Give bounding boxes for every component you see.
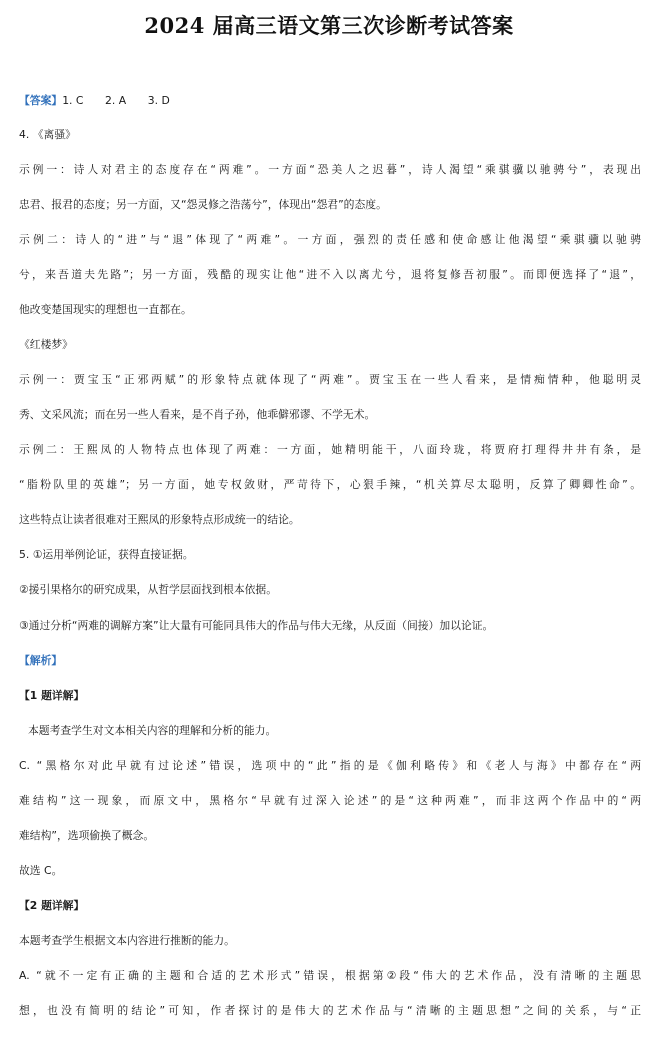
q1-option-c-line2: 难结构”这一现象，而原文中，黑格尔“早就有过深入论述”的是“这种两难”，而非这两个作品中的“两: [19, 794, 641, 807]
hlm-example2-line2: “脂粉队里的英雄”；另一方面，她专权敛财，严苛待下，心狠手辣，“机关算尽太聪明，反算了卿卿性命”。: [19, 478, 641, 491]
answer-items: 1. C 2. A 3. D: [62, 94, 170, 107]
q4-heading: 4. 《离骚》: [19, 128, 76, 141]
lisao-example2-line1: 示例二：诗人的“进”与“退”体现了“两难”。一方面，强烈的责任感和使命感让他渴望“乘骐骥以驰骋: [19, 233, 641, 246]
hlm-example2-line1: 示例二：王熙凤的人物特点也体现了两难：一方面，她精明能干，八面玲珑，将贾府打理得井井有条，是: [19, 443, 641, 456]
q1-heading: 【1 题详解】: [19, 689, 85, 702]
analysis-heading: [19, 654, 641, 668]
lisao-example1-line1: 示例一：诗人对君主的态度存在“两难”。一方面“恐美人之迟暮”，诗人渴望“乘骐骥以驰骋兮”，表现出: [19, 163, 641, 176]
hlm-example2-line3: 这些特点让读者很难对王熙凤的形象特点形成统一的结论。: [19, 513, 300, 526]
lisao-example2-line2: 兮，来吾道夫先路”；另一方面，残酷的现实让他“进不入以离尤兮，退将复修吾初服”。而即便选择了“退”，: [19, 268, 641, 281]
answer-tag: 【答案】: [19, 94, 63, 107]
q1-option-c-line3: 难结构”，选项偷换了概念。: [19, 829, 155, 842]
hlm-example1-line2: 秀、文采风流；而在另一些人看来，是不肖子孙，他乖僻邪谬、不学无术。: [19, 408, 376, 421]
document-title: 2024 届高三语文第三次诊断考试答案: [144, 13, 514, 38]
q2-heading: 【2 题详解】: [19, 899, 85, 912]
q5-point2: ②援引果格尔的研究成果，从哲学层面找到根本依据。: [19, 583, 278, 596]
lisao-example2-line3: 他改变楚国现实的理想也一直都在。: [19, 303, 192, 316]
q1-intro: 本题考查学生对文本相关内容的理解和分析的能力。: [28, 724, 277, 737]
hongloumeng-heading: 《红楼梦》: [19, 338, 73, 351]
q2-option-a-line2: 想，也没有简明的结论”可知，作者探讨的是伟大的艺术作品与“清晰的主题思想”之间的关系，与“正: [19, 1004, 641, 1017]
q2-intro: 本题考查学生根据文本内容进行推断的能力。: [19, 934, 235, 947]
analysis-tag: 【解析】: [19, 654, 63, 667]
answer-line: [19, 94, 641, 108]
q1-option-c-line1: C. “黑格尔对此早就有过论述”错误，选项中的“此”指的是《伽利略传》和《老人与海》中都存在“两: [19, 759, 641, 772]
q2-option-a-line1: A. “就不一定有正确的主题和合适的艺术形式”错误，根据第②段“伟大的艺术作品，没有清晰的主题思: [19, 969, 641, 982]
q5-point1: 5. ①运用举例论证，获得直接证据。: [19, 548, 194, 561]
hlm-example1-line1: 示例一：贾宝玉“正邪两赋”的形象特点就体现了“两难”。贾宝玉在一些人看来，是情痴情种，他聪明灵: [19, 373, 641, 386]
q5-point3: ③通过分析“两难的调解方案”让大量有可能同具伟大的作品与伟大无缘，从反面（间接）加以论证。: [19, 619, 494, 632]
q1-choice: 故选 C。: [19, 864, 63, 877]
lisao-example1-line2: 忠君、报君的态度；另一方面，又“怨灵修之浩荡兮”，体现出“怨君”的态度。: [19, 198, 387, 211]
